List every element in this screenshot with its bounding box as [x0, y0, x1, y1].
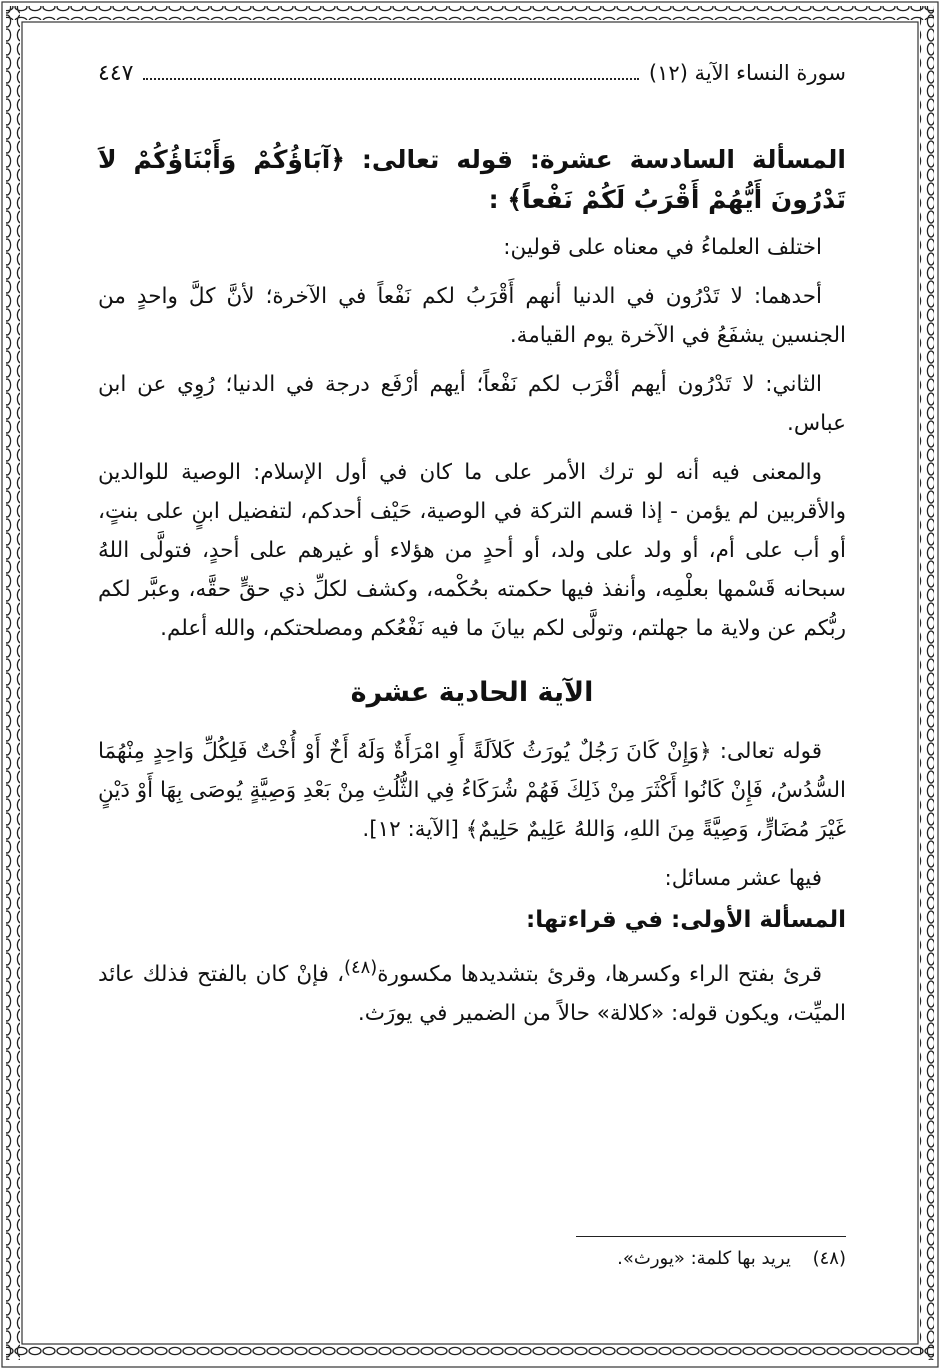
page-body	[98, 140, 846, 1033]
verse11-intro-label: قوله تعالى:	[719, 739, 823, 764]
verse11-reference: [الآية: ١٢].	[362, 817, 459, 842]
verse11-quran-verse: ﴿وَإِنْ كَانَ رَجُلٌ يُورَثُ كَلاَلَةً أَوِ امْرَأَةٌ وَلَهُ أَخٌ أَوْ أُخْتٌ فَلِكُلِّ وَاحِدٍ مِنْهُمَا السُّدُسُ، فَإِنْ كَانُوا أَكْثَرَ مِنْ ذَلِكَ فَهُمْ شُرَكَاءُ فِي الثُّلُثِ مِنْ بَعْدِ وَصِيَّةٍ يُوصَى بِهَا أَوْ دَيْنٍ غَيْرَ مُضَارٍّ، وَصِيَّةً مِنَ اللهِ، وَاللهُ عَلِيمٌ حَلِيمٌ﴾	[98, 739, 846, 842]
footnote-divider	[576, 1236, 846, 1237]
issue16-heading	[98, 140, 846, 220]
running-header	[98, 56, 846, 90]
issue16-opinion-2: الثاني: لا تَدْرُون أيهم أقْرَب لكم نَفْعاً؛ أيهم أرْفَع درجة في الدنيا؛ رُوِي عن ابن عباس.	[98, 372, 846, 436]
section-title-verse-11: الآية الحادية عشرة	[350, 677, 594, 708]
issue16-heading-label: المسألة السادسة عشرة: قوله تعالى:	[361, 145, 846, 174]
footnote-text: يريد بها كلمة: «يورث».	[617, 1248, 791, 1269]
footnote-number: (٤٨)	[812, 1248, 846, 1269]
footnote-marker[interactable]: (٤٨)	[344, 957, 378, 978]
footnote	[617, 1248, 846, 1269]
issue16-quran-verse: ﴿آبَاؤُكُمْ وَأَبْنَاؤُكُمْ لاَ تَدْرُونَ أَيُّهُمْ أَقْرَبُ لَكُمْ نَفْعاً﴾	[98, 145, 846, 214]
issue16-opinion-1: أحدهما: لا تَدْرُون في الدنيا أنهم أَقْرَبُ لكم نَفْعاً في الآخرة؛ لأنَّ كلَّ واحدٍ من الجنسين يشفَعُ في الآخرة يوم القيامة.	[98, 284, 846, 348]
issue1-text-after: ، فإنْ كان بالفتح فذلك عائد الميِّت، ويكون قوله: «كلالة» حالاً من الضمير في يورَث.	[98, 962, 846, 1027]
header-surah-title: سورة النساء الآية (١٢)	[648, 61, 846, 85]
issue1-heading: المسألة الأولى: في قراءتها:	[526, 907, 846, 933]
issue1-text: قرئ بفتح الراء وكسرها، وقرئ بتشديدها مكسورة	[377, 962, 822, 988]
issue1-paragraph	[98, 948, 846, 1033]
header-leader-dots	[143, 78, 638, 80]
issue16-meaning-paragraph: والمعنى فيه أنه لو ترك الأمر على ما كان في أول الإسلام: الوصية للوالدين والأقربين لم يؤمن - إذا قسم التركة في الوصية، حَيْف أحدكم، لتفضيل ابنٍ على بنتٍ، أو أب على أم، أو ولد على ولد، أو أحدٍ من هؤلاء أو غيرهم على أحدٍ، فتولَّى اللهُ سبحانه قَسْمها بعلْمِه، وأنفذ فيها حكمته بحُكْمه، وكشف لكلِّ ذي حقٍّ حقَّه، وعبَّر لكم ربُّكم عن ولاية ما جهلتم، وتولَّى لكم بيانَ ما فيه نَفْعُكم ومصلحتكم، والله أعلم.	[98, 460, 846, 641]
issue16-heading-end: :	[488, 185, 499, 214]
verse11-issues-count: فيها عشر مسائل:	[664, 866, 822, 891]
book-page	[98, 44, 846, 1334]
issue16-intro: اختلف العلماءُ في معناه على قولين:	[503, 235, 822, 260]
verse11-paragraph	[98, 732, 846, 849]
page-number: ٤٤٧	[98, 60, 134, 86]
